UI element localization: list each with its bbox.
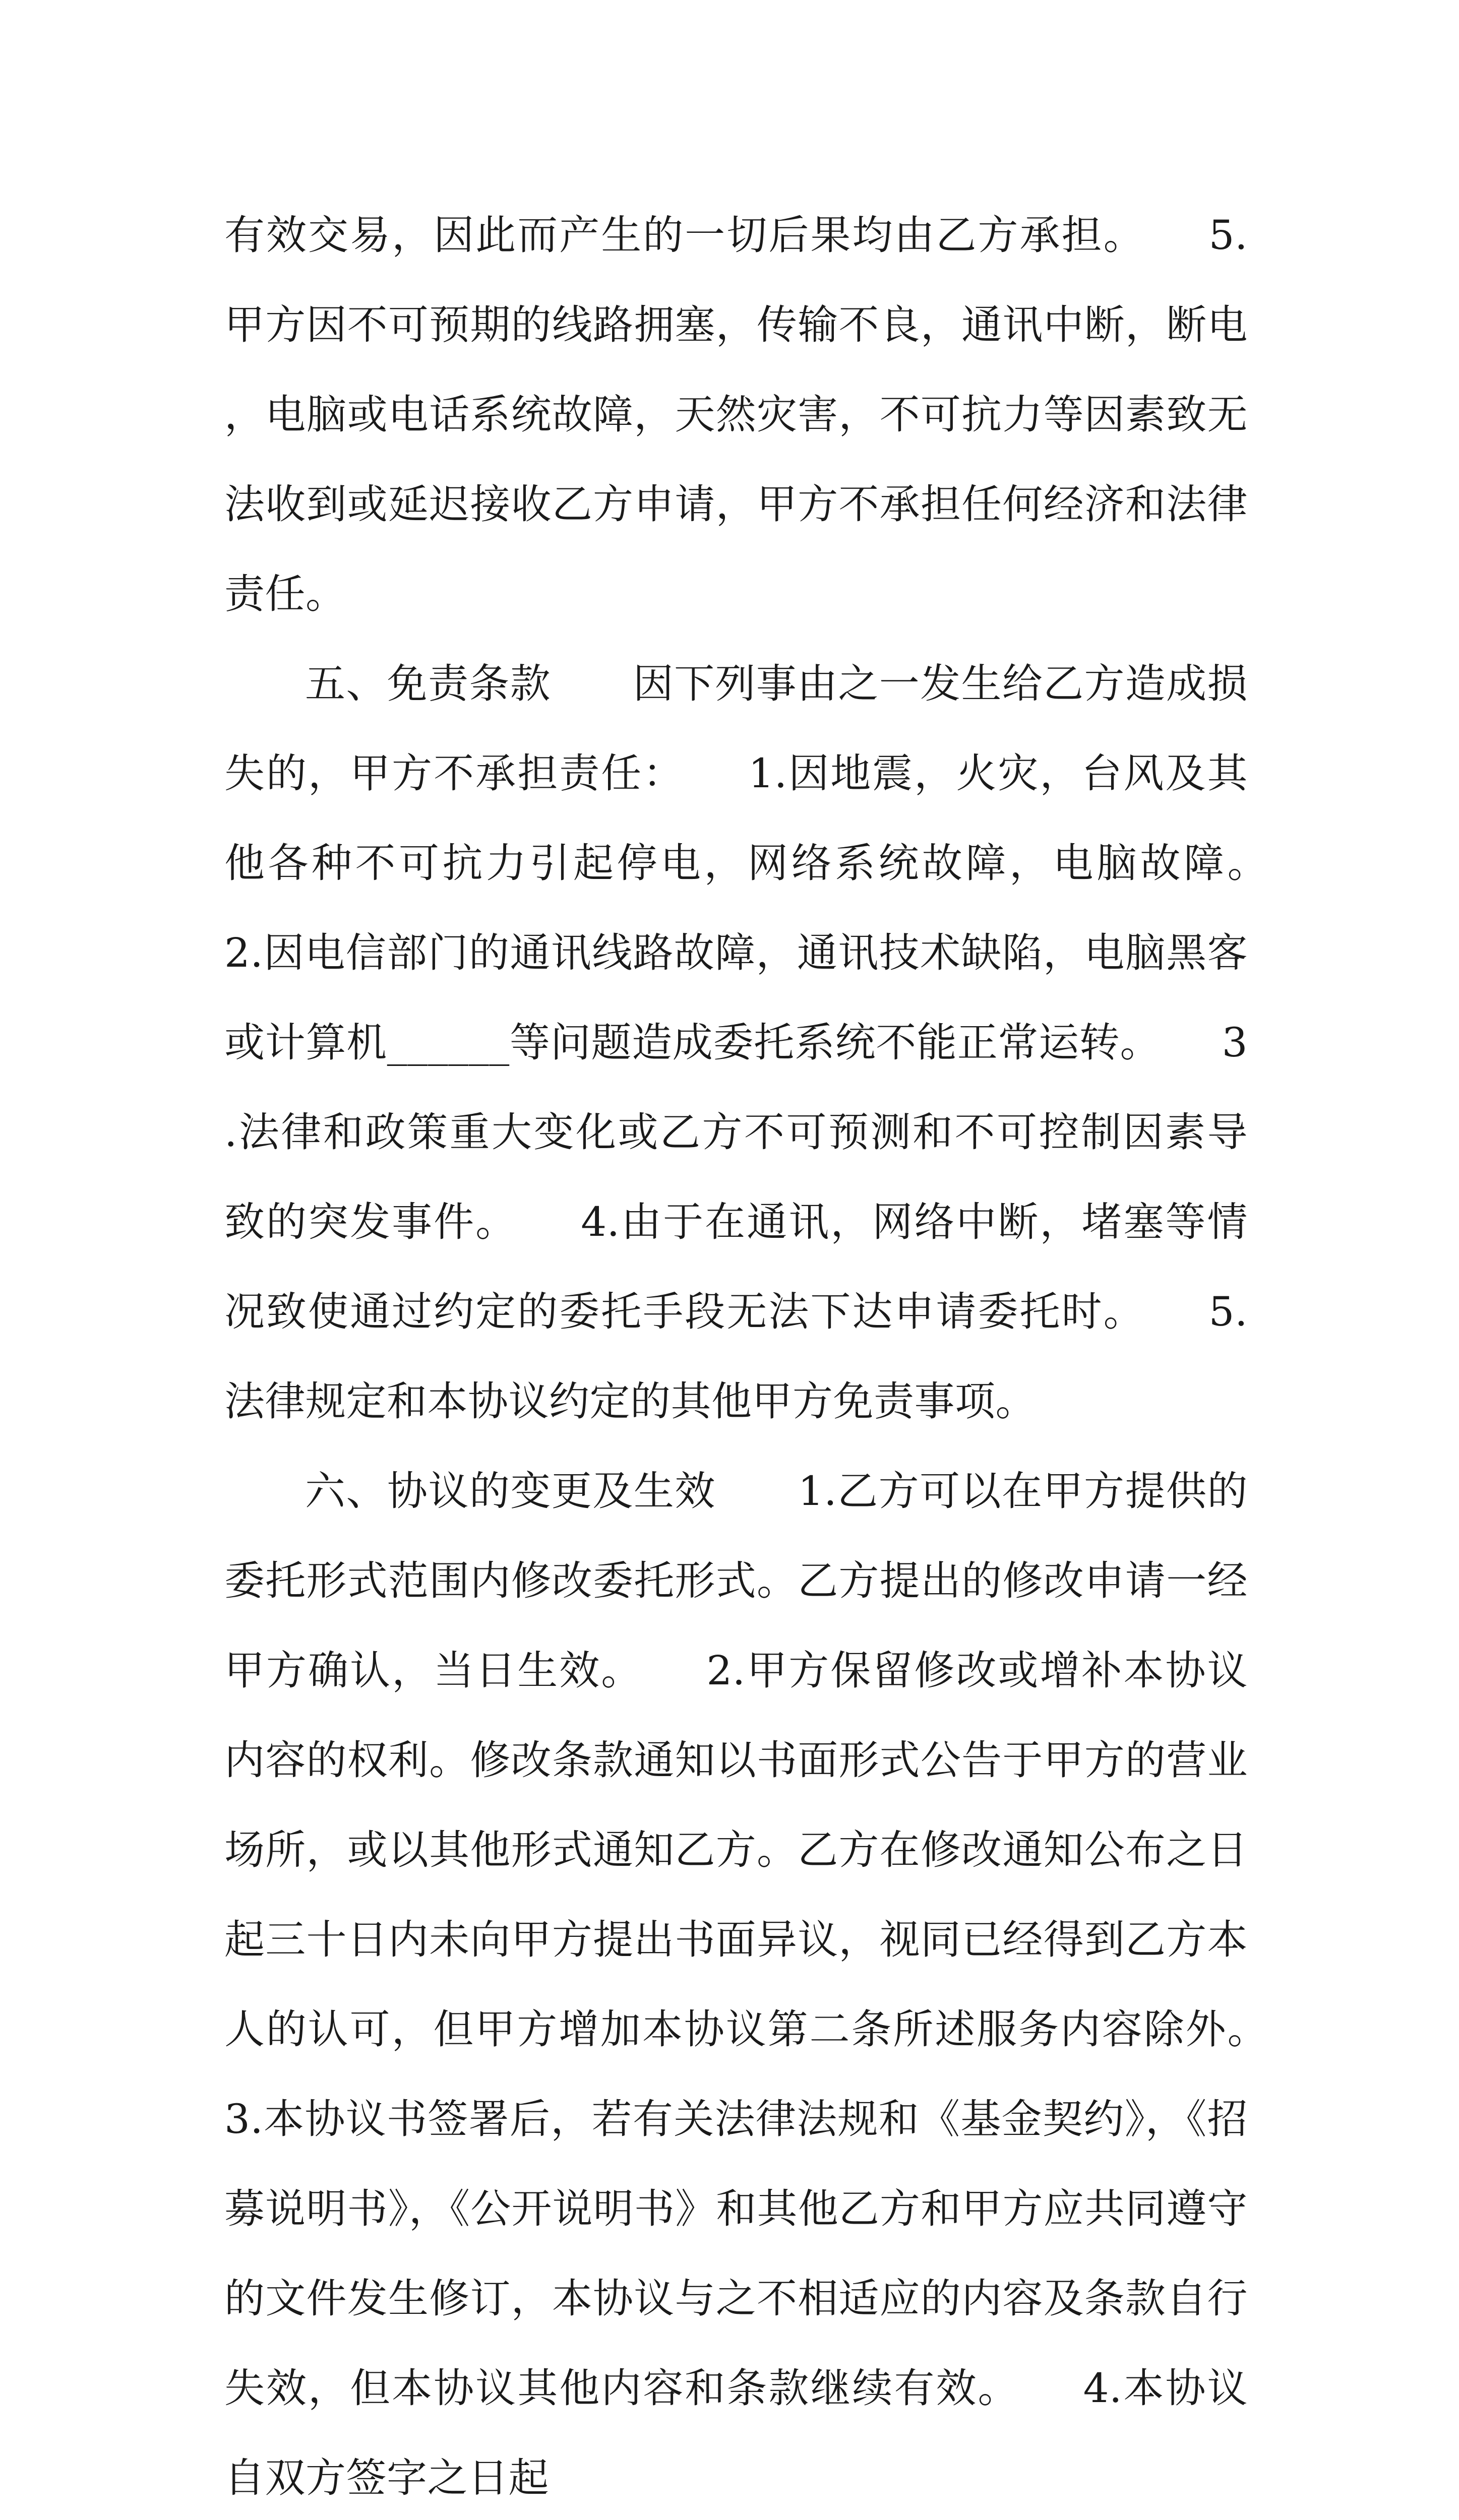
paragraph-liability-continued: 有效交易，因此而产生的一切后果均由乙方承担。 5.甲方因不可预期的线路拥塞，传输不良，通讯中断，断电，电脑或电话系统故障，天然灾害，不可抗力等因素致无法收到或延迟接收乙方申请，甲方不承担任何经济和法律责任。 — [224, 212, 1248, 617]
paragraph-section-6-amendment: 六、协议的变更及生效 1.乙方可以在甲方提供的委托形式范围内修改委托形式。乙方提出的修改申请一经甲方确认，当日生效。 2.甲方保留修改或增补本协议内容的权利。修改条款通知以书面形式公告于甲方的营业场所，或以其他形式通知乙方。乙方在修改通知公布之日起三十日内未向甲方提出书面异议，视同已经得到乙方本人的认可，但甲方增加本协议第二条所述服务内容除外。 3.本协议书签署后，若有关法律法规和《基金契约》，《招募说明书》，《公开说明书》和其他乙方和甲方应共同遵守的文件发生修订，本协议与之不相适应的内容及条款自行失效，但本协议其他内容和条款继续有效。 4.本协议自双方签字之日起 — [224, 1468, 1329, 2501]
paragraph-section-5-disclaimer: 五、免责条款 因下列事由之一发生给乙方造成损失的，甲方不承担责任： 1.因地震，火灾，台风及其他各种不可抗力引起停电，网络系统故障，电脑故障。 2.因电信部门的通讯线路故障，通讯技术缺陷，电脑黑客或计算机______等问题造成委托系统不能正常运转。 3.法律和政策重大变化或乙方不可预测和不可控制因素导致的突发事件。 4.由于在通讯，网络中断，堵塞等情况致使通过约定的委托手段无法下达申请委托时。 5.法律规定和本协议约定的其他甲方免责事项。 — [224, 660, 1329, 1425]
document-page — [224, 191, 1329, 2520]
